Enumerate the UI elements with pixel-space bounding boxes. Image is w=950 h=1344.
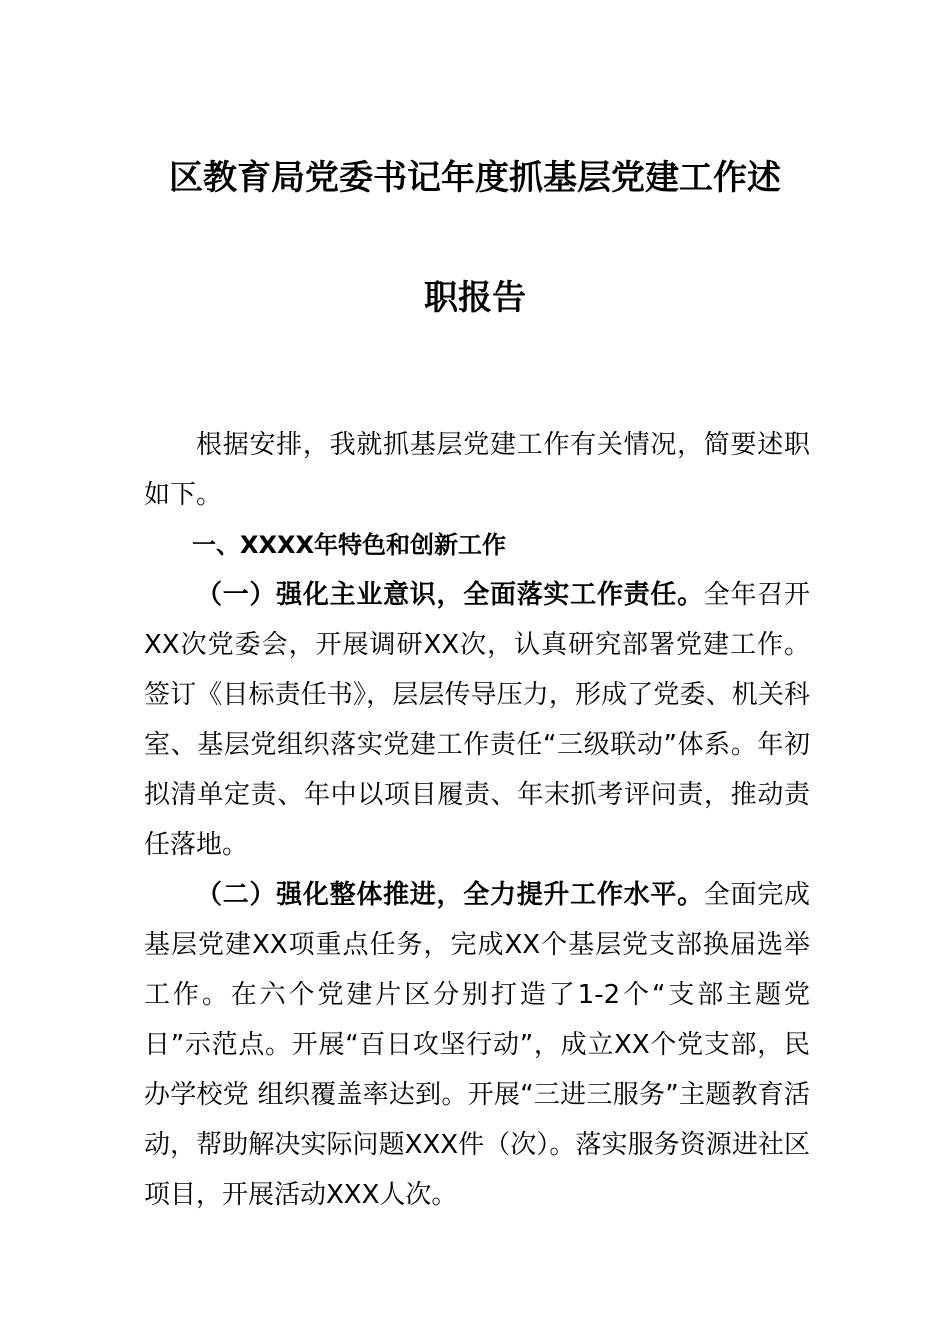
- document-title-line-1: 区教育局党委书记年度抓基层党建工作述: [169, 158, 781, 198]
- item-text-2: 全面完成基层党建XX项重点任务，完成XX个基层党支部换届选举工作。在六个党建片区分别打造了1-2个“支部主题党日”示范点。开展“百日攻坚行动”，成立XX个党支部，民办学校党 组织覆盖率达到。开展“三进三服务”主题教育活动，帮助解决实际问题XXX件（次）。落实服务资源进社区项目，开展活动XXX人次。: [144, 880, 810, 1210]
- item-paragraph-1: [144, 570, 810, 870]
- item-lead-2: （二）强化整体推进，全力提升工作水平。: [196, 880, 704, 910]
- intro-paragraph: 根据安排，我就抓基层党建工作有关情况，简要述职如下。: [144, 430, 810, 510]
- item-lead-1: （一）强化主业意识，全面落实工作责任。: [196, 580, 704, 610]
- section-heading: 一、XXXX年特色和创新工作: [192, 531, 507, 559]
- item-text-1: 全年召开XX次党委会，开展调研XX次，认真研究部署党建工作。签订《目标责任书》，层层传导压力，形成了党委、机关科室、基层党组织落实党建工作责任“三级联动”体系。年初拟清单定责、年中以项目履责、年末抓考评问责，推动责任落地。: [144, 580, 810, 860]
- item-paragraph-2: [144, 870, 810, 1220]
- document-title-line-2: 职报告: [424, 278, 526, 318]
- document-body: [144, 420, 810, 1220]
